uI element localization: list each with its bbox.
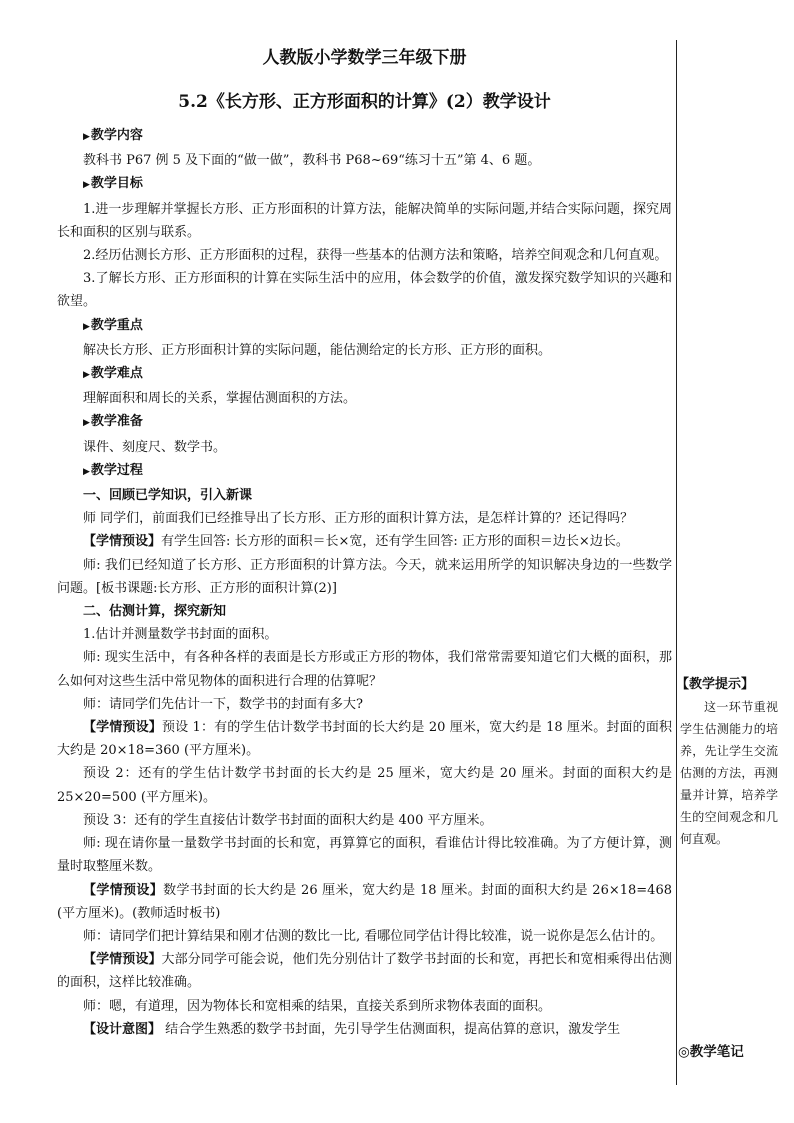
paragraph: 预设 3：还有的学生直接估计数学书封面的面积大约是 400 平方厘米。	[83, 812, 493, 828]
triangle-bullet-icon: ▶	[83, 321, 90, 332]
paragraph: 师: 现在请你量一量数学书封面的长和宽，再算算它的面积，看谁估计得比较准确。为了方便计算，测量时取整厘米数。	[57, 836, 672, 875]
process-part2-heading: 二、估测计算，探究新知	[83, 604, 227, 620]
key-text: 解决长方形、正方形面积计算的实际问题，能估测给定的长方形、正方形的面积。	[83, 342, 552, 358]
paragraph: 【设计意图】 结合学生熟悉的数学书封面，先引导学生估测面积，提高估算的意识，激发学生	[83, 1021, 621, 1037]
section-heading-content: ▶教学内容	[83, 128, 143, 143]
section-heading-difficult: ▶教学难点	[83, 366, 143, 382]
tag: 【学情预设】	[83, 720, 162, 736]
page-title: 人教版小学数学三年级下册	[262, 48, 467, 68]
tip-title: 【教学提示】	[676, 677, 755, 692]
tag: 【设计意图】	[83, 1021, 162, 1037]
paragraph: 师: 我们已经知道了长方形、正方形面积的计算方法。今天，就来运用所学的知识解决身边的一些数学问题。[板书课题:长方形、正方形的面积计算(2)]	[57, 557, 672, 596]
paragraph: 【学情预设】预设 1：有的学生估计数学书封面的长大约是 20 厘米，宽大约是 18 厘米。封面的面积大约是 20×18=360 (平方厘米)。	[57, 720, 672, 759]
section-heading-prep: ▶教学准备	[83, 414, 143, 430]
goal-2: 2.经历估测长方形、正方形面积的过程，获得一些基本的估测方法和策略，培养空间观念和几何直观。	[83, 248, 668, 264]
teaching-tip	[678, 674, 778, 850]
tag: 【学情预设】	[83, 882, 164, 898]
section-heading-process: ▶教学过程	[83, 462, 143, 478]
tip-text: 这一环节重视学生估测能力的培养，先让学生交流估测的方法，再测量并计算，培养学生的空间观念和几何直观。	[680, 700, 778, 846]
paragraph: 师 同学们，前面我们已经推导出了长方形、正方形的面积计算方法，是怎样计算的？还记得吗？	[83, 511, 634, 527]
section-heading-key: ▶教学重点	[83, 317, 143, 333]
paragraph: 师：请同学们先估计一下，数学书的封面有多大?	[83, 696, 363, 712]
section-heading-goals: ▶教学目标	[83, 176, 143, 192]
difficult-text: 理解面积和周长的关系，掌握估测面积的方法。	[83, 391, 357, 407]
paragraph: 【学情预设】数学书封面的长大约是 26 厘米，宽大约是 18 厘米。封面的面积大约是 26×18=468 (平方厘米)。(教师适时板书)	[57, 882, 672, 921]
triangle-bullet-icon: ▶	[83, 418, 90, 429]
paragraph: 预设 2：还有的学生估计数学书封面的长大约是 25 厘米，宽大约是 20 厘米。封面的面积大约是 25×20=500 (平方厘米)。	[57, 766, 672, 805]
goal-3: 3.了解长方形、正方形面积的计算在实际生活中的应用，体会数学的价值，激发探究数学知识的兴趣和欲望。	[57, 271, 672, 310]
tag: 【学情预设】	[83, 952, 162, 968]
goal-1: 1.进一步理解并掌握长方形、正方形面积的计算方法，能解决简单的实际问题,并结合实际问题，探究周长和面积的区别与联系。	[57, 201, 672, 240]
paragraph: 【学情预设】有学生回答: 长方形的面积＝长×宽，还有学生回答: 正方形的面积＝边长×边长。	[83, 534, 629, 550]
paragraph: 1.估计并测量数学书封面的面积。	[83, 627, 278, 643]
paragraph: 【学情预设】大部分同学可能会说，他们先分别估计了数学书封面的长和宽，再把长和宽相乘得出估测的面积，这样比较准确。	[57, 952, 672, 991]
triangle-bullet-icon: ▶	[83, 132, 90, 142]
triangle-bullet-icon: ▶	[83, 466, 90, 477]
paragraph: 师：嗯，有道理，因为物体长和宽相乘的结果，直接关系到所求物体表面的面积。	[83, 998, 552, 1014]
tag: 【学情预设】	[83, 534, 162, 550]
teaching-notes-label: ◎教学笔记	[678, 1044, 744, 1060]
margin-divider	[676, 40, 677, 1085]
page-subtitle: 5.2《长方形、正方形面积的计算》(2）教学设计	[178, 92, 551, 112]
process-part1-heading: 一、回顾已学知识，引入新课	[83, 488, 253, 504]
paragraph: 师：请同学们把计算结果和刚才估测的数比一比, 看哪位同学估计得比较准，说一说你是怎么估计的。	[83, 928, 664, 944]
paragraph: 师: 现实生活中，有各种各样的表面是长方形或正方形的物体，我们常常需要知道它们大概的面积，那么如何对这些生活中常见物体的面积进行合理的估算呢？	[57, 650, 672, 689]
content-text: 教科书 P67 例 5 及下面的“做一做”，教科书 P68~69“练习十五”第 4、6 题。	[83, 153, 541, 169]
prep-text: 课件、刻度尺、数学书。	[83, 439, 227, 455]
triangle-bullet-icon: ▶	[83, 370, 90, 381]
document-body	[57, 124, 672, 1041]
triangle-bullet-icon: ▶	[83, 180, 90, 191]
